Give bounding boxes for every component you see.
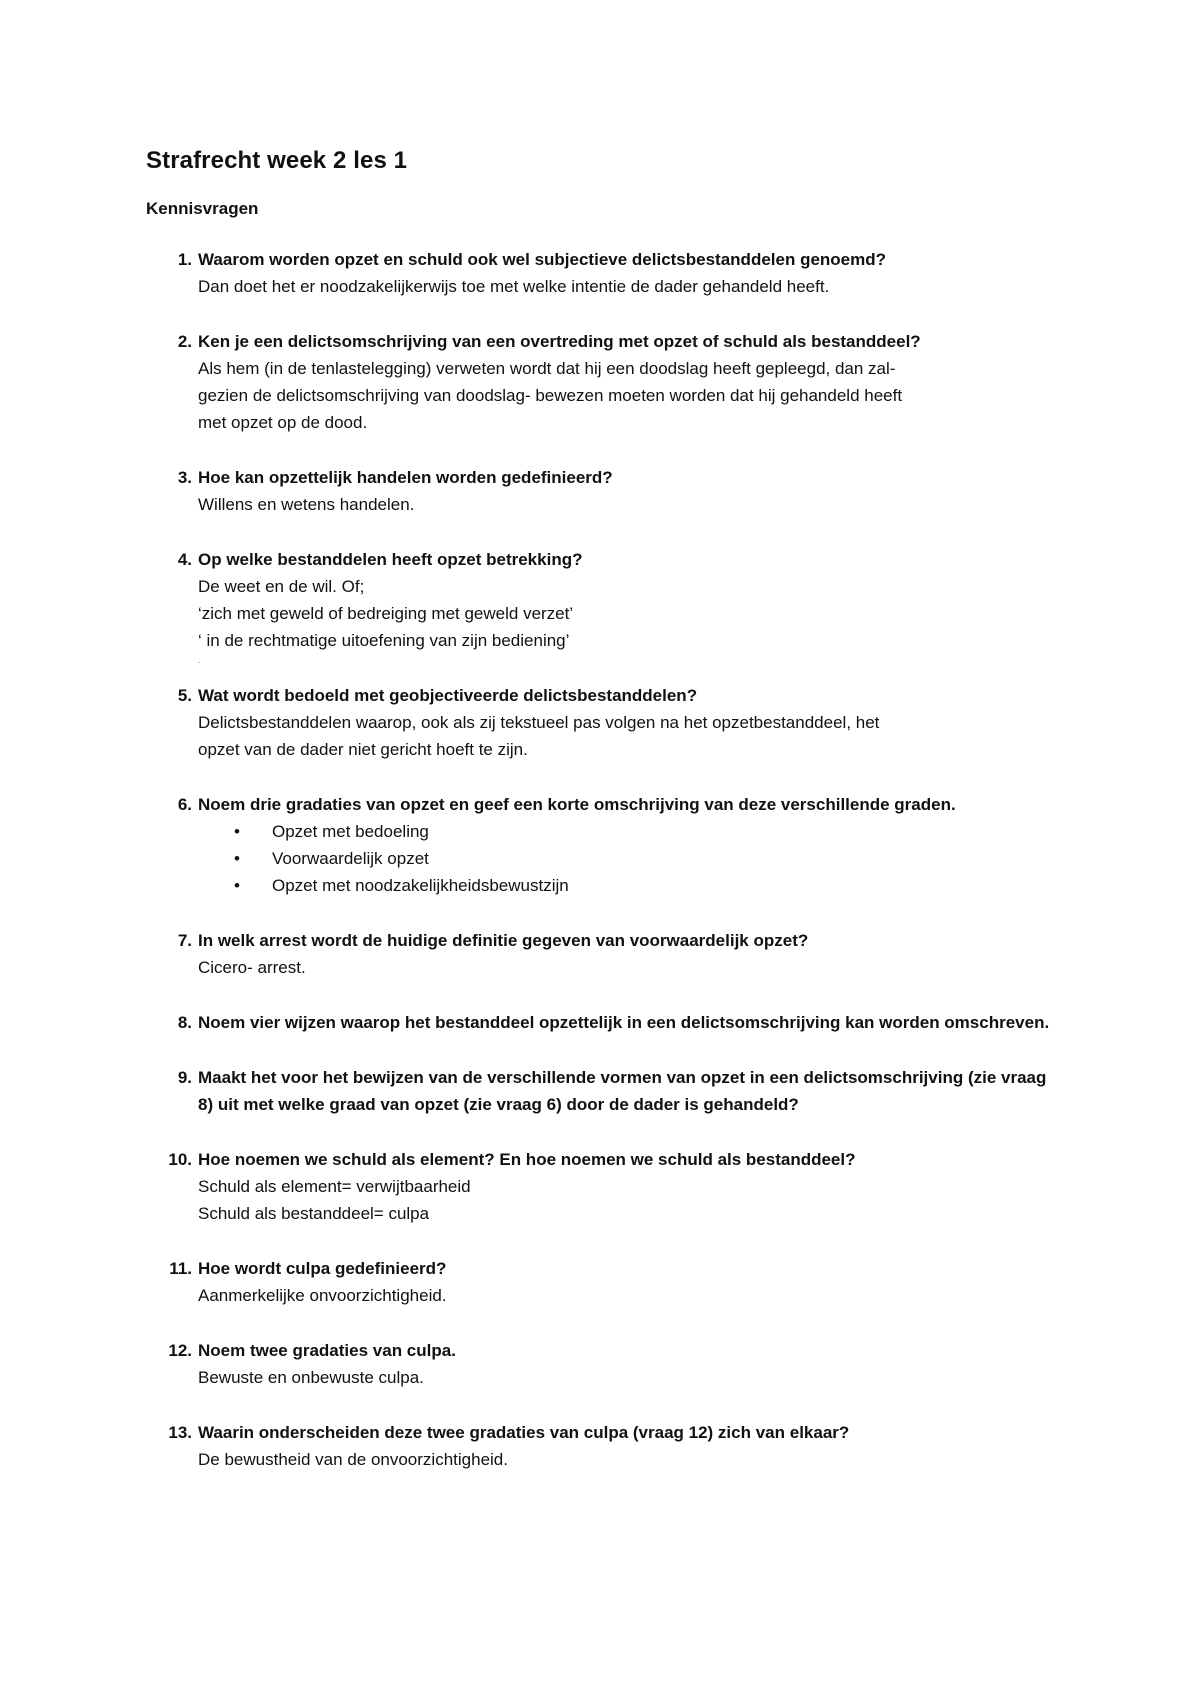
answer-line: Dan doet het er noodzakelijkerwijs toe met welke intentie de dader gehandeld heeft. [198,277,830,296]
answer-line: Als hem (in de tenlastelegging) verweten wordt dat hij een doodslag heeft gepleegd, dan zal- [198,359,896,378]
question-text: Hoe kan opzettelijk handelen worden gedefinieerd? [198,468,613,487]
question-number: 3. [177,468,192,487]
answer-line: De weet en de wil. Of; [198,577,365,596]
question-item-12 [146,1337,1066,1391]
question-text: Hoe wordt culpa gedefinieerd? [198,1259,447,1278]
question-number: 4. [177,550,192,569]
question-text: Noem vier wijzen waarop het bestanddeel opzettelijk in een delictsomschrijving kan worden omschreven. [198,1013,1050,1032]
question-number: 2. [177,332,192,351]
question-number: 6. [177,795,192,814]
answer-line: Schuld als element= verwijtbaarheid [198,1177,471,1196]
question-text: Waarom worden opzet en schuld ook wel subjectieve delictsbestanddelen genoemd? [198,250,887,269]
question-item-1 [146,246,1066,300]
question-item-3 [146,464,1066,518]
answer-line: Aanmerkelijke onvoorzichtigheid. [198,1286,447,1305]
answer-line: Cicero- arrest. [198,958,306,977]
question-text: Noem drie gradaties van opzet en geef een korte omschrijving van deze verschillende graden. [198,795,956,814]
question-number: 11. [169,1259,192,1278]
stray-mark: . [198,656,201,665]
question-text: Ken je een delictsomschrijving van een overtreding met opzet of schuld als bestanddeel? [198,332,921,351]
question-body [198,1255,1066,1309]
question-text: Maakt het voor het bewijzen van de verschillende vormen van opzet in een delictsomschrijving (zie vraag 8) uit met welke graad van opzet (zie vraag 6) door de dader is gehandeld? [198,1068,1047,1114]
answer-line: De bewustheid van de onvoorzichtigheid. [198,1450,508,1469]
question-number: 8. [177,1013,192,1032]
question-text: Noem twee gradaties van culpa. [198,1341,456,1360]
question-item-10 [146,1146,1066,1227]
question-body [198,682,1066,763]
bullet-item [234,818,1066,845]
bullet-item [234,872,1066,899]
document-title: Strafrecht week 2 les 1 [146,147,408,174]
answer-line: Willens en wetens handelen. [198,495,415,514]
answer-line: Delictsbestanddelen waarop, ook als zij tekstueel pas volgen na het opzetbestanddeel, het [198,713,880,732]
question-item-5 [146,682,1066,763]
answer-line: Bewuste en onbewuste culpa. [198,1368,424,1387]
question-body [198,328,1066,436]
question-body [198,1009,1066,1036]
section-subtitle: Kennisvragen [146,199,259,218]
question-number: 12. [168,1341,192,1360]
bullet-icon: • [234,876,240,895]
question-text: Wat wordt bedoeld met geobjectiveerde delictsbestanddelen? [198,686,698,705]
question-number: 9. [177,1068,192,1087]
answer-line: gezien de delictsomschrijving van doodslag- bewezen moeten worden dat hij gehandeld heeft [198,386,903,405]
question-body [198,1419,1066,1473]
question-body [198,1146,1066,1227]
question-body [198,1337,1066,1391]
question-item-4 [146,546,1066,665]
bullet-text: Opzet met noodzakelijkheidsbewustzijn [272,876,569,895]
question-item-2 [146,328,1066,436]
answer-line: met opzet op de dood. [198,413,368,432]
question-number: 10. [168,1150,192,1169]
answer-line: opzet van de dader niet gericht hoeft te zijn. [198,740,528,759]
question-item-11 [146,1255,1066,1309]
bullet-text: Opzet met bedoeling [272,822,429,841]
bullet-icon: • [234,849,240,868]
question-text: Hoe noemen we schuld als element? En hoe noemen we schuld als bestanddeel? [198,1150,856,1169]
question-item-13 [146,1419,1066,1473]
bullet-item [234,845,1066,872]
answer-line: ‘ in de rechtmatige uitoefening van zijn bediening’ [198,631,570,650]
question-body [198,464,1066,518]
question-body [198,791,1066,899]
question-item-9 [146,1064,1066,1118]
bullet-list [198,818,1066,899]
bullet-icon: • [234,822,240,841]
question-list [146,246,1066,1473]
question-number: 13. [168,1423,192,1442]
answer-line: ‘zich met geweld of bedreiging met geweld verzet’ [198,604,574,623]
bullet-text: Voorwaardelijk opzet [272,849,429,868]
question-text: In welk arrest wordt de huidige definitie gegeven van voorwaardelijk opzet? [198,931,809,950]
question-item-7 [146,927,1066,981]
document-content [146,146,1066,1501]
question-body [198,1064,1066,1118]
question-body [198,546,1066,665]
question-text: Waarin onderscheiden deze twee gradaties van culpa (vraag 12) zich van elkaar? [198,1423,850,1442]
question-body [198,246,1066,300]
question-number: 1. [177,250,192,269]
question-number: 5. [177,686,192,705]
question-item-6 [146,791,1066,899]
question-number: 7. [177,931,192,950]
question-body [198,927,1066,981]
question-text: Op welke bestanddelen heeft opzet betrekking? [198,550,583,569]
question-item-8 [146,1009,1066,1036]
answer-line: Schuld als bestanddeel= culpa [198,1204,430,1223]
